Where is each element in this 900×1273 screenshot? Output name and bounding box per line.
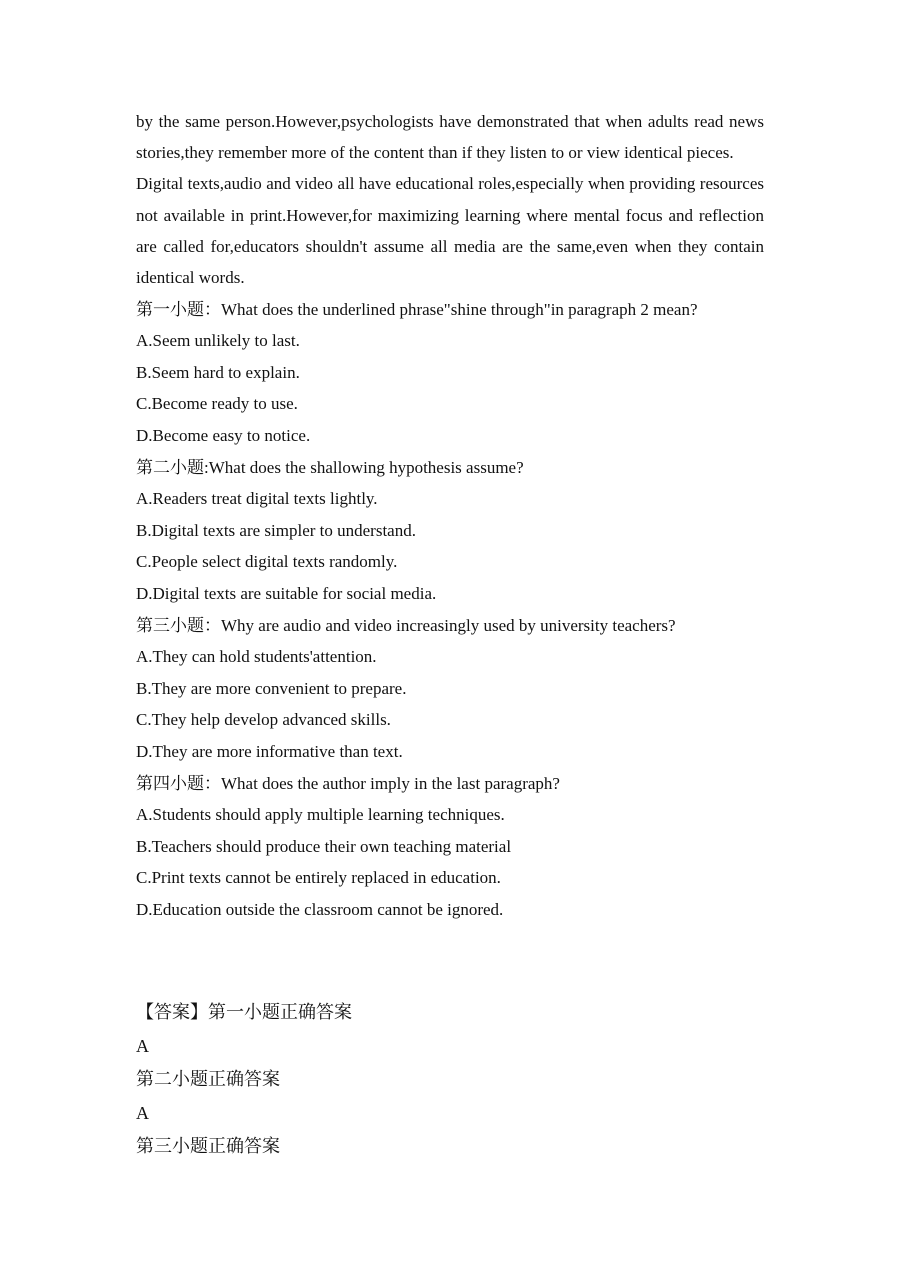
answer-option: A.Seem unlikely to last. xyxy=(136,331,300,351)
answer-option: C.They help develop advanced skills. xyxy=(136,710,391,730)
passage-paragraph: Digital texts,audio and video all have educational roles,especially when providing resources not available in print.However,for maximizing learning where mental focus and reflection are called for,educators shouldn't assume all media are the same,even when they contain identical words. xyxy=(136,174,764,288)
answer-option: B.Teachers should produce their own teaching material xyxy=(136,836,512,856)
answer-option: B.Seem hard to explain. xyxy=(136,362,300,382)
question-prompt: 第一小题：What does the underlined phrase"shine through"in paragraph 2 mean? xyxy=(136,300,698,320)
question-prompt: 第三小题：Why are audio and video increasingly used by university teachers? xyxy=(136,616,676,636)
answer-option: C.Print texts cannot be entirely replaced in education. xyxy=(136,868,501,888)
answer-heading: 【答案】第一小题正确答案 xyxy=(136,1002,352,1022)
question-block xyxy=(136,451,764,609)
answer-option: A.They can hold students'attention. xyxy=(136,647,377,667)
question-block xyxy=(136,609,764,767)
answer-option: B.Digital texts are simpler to understand. xyxy=(136,520,416,540)
answer-option: C.Become ready to use. xyxy=(136,394,298,414)
question-block xyxy=(136,767,764,925)
document-body xyxy=(136,106,764,925)
answer-option: A.Students should apply multiple learning techniques. xyxy=(136,805,505,825)
question-prompt: 第四小题：What does the author imply in the last paragraph? xyxy=(136,774,560,794)
answer-option: D.Digital texts are suitable for social media. xyxy=(136,583,437,603)
passage-paragraph: by the same person.However,psychologists have demonstrated that when adults read news stories,they remember more of the content than if they listen to or view identical pieces. xyxy=(136,112,764,163)
answer-option: D.They are more informative than text. xyxy=(136,741,403,761)
answer-section xyxy=(136,996,764,1164)
answer-value: A xyxy=(136,1102,149,1123)
question-prompt: 第二小题:What does the shallowing hypothesis assume? xyxy=(136,458,524,478)
answer-option: D.Education outside the classroom cannot be ignored. xyxy=(136,899,504,919)
answer-heading: 第三小题正确答案 xyxy=(136,1136,280,1156)
answer-option: C.People select digital texts randomly. xyxy=(136,552,398,572)
answer-option: D.Become easy to notice. xyxy=(136,425,311,445)
question-block xyxy=(136,293,764,451)
answer-option: A.Readers treat digital texts lightly. xyxy=(136,489,378,509)
answer-heading: 第二小题正确答案 xyxy=(136,1069,280,1089)
answer-option: B.They are more convenient to prepare. xyxy=(136,678,407,698)
answer-value: A xyxy=(136,1035,149,1056)
